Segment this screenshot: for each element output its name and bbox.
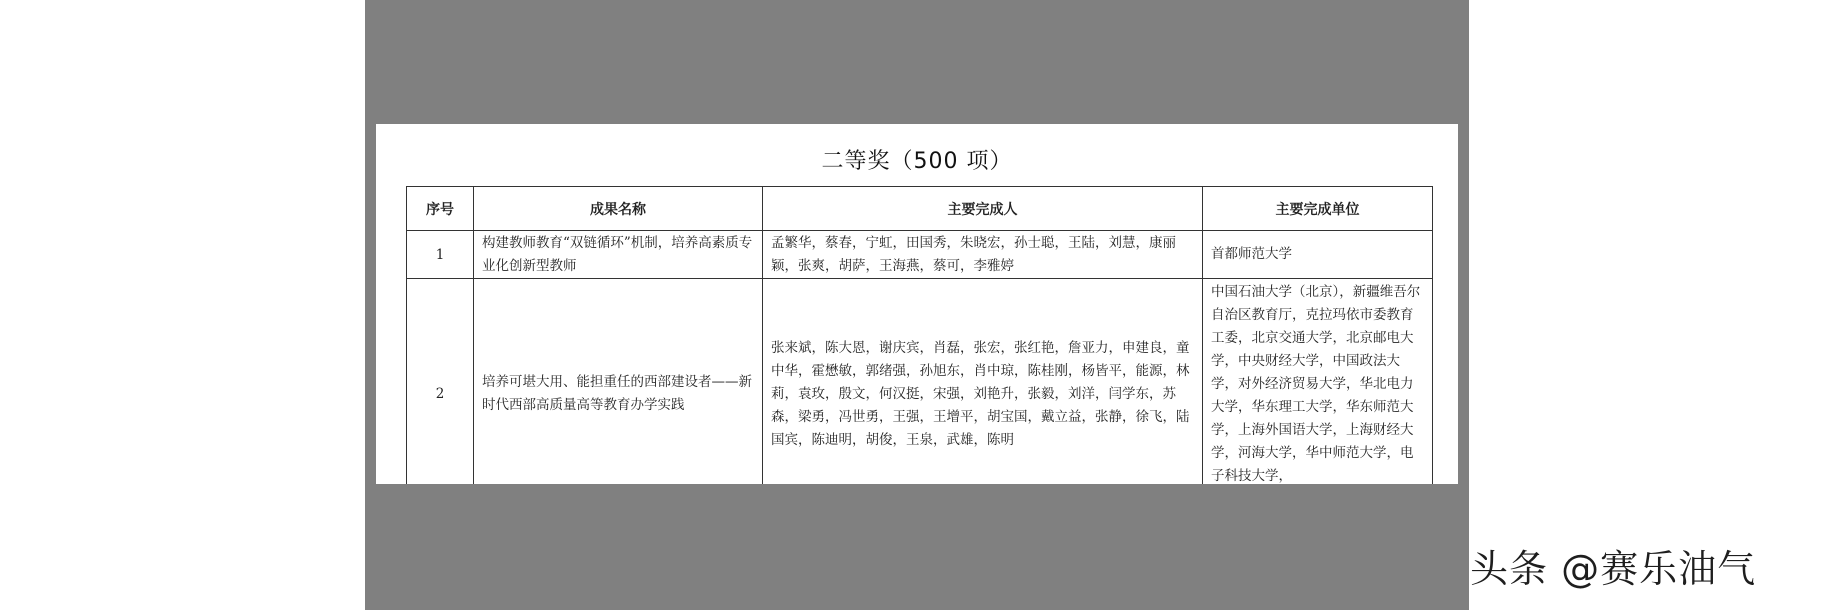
main-units: 首都师范大学	[1203, 231, 1433, 279]
main-contributors: 孟繁华，蔡春，宁虹，田国秀，朱晓宏，孙士聪，王陆，刘慧，康丽颖，张爽，胡萨，王海燕，蔡可，李雅婷	[763, 231, 1203, 279]
awards-table	[406, 186, 1433, 484]
table-row	[407, 279, 1433, 485]
table-header-row	[407, 187, 1433, 231]
row-number: 2	[407, 279, 474, 485]
column-header-main-units: 主要完成单位	[1203, 187, 1433, 231]
achievement-name: 培养可堪大用、能担重任的西部建设者——新时代西部高质量高等教育办学实践	[474, 279, 763, 485]
column-header-achievement-name: 成果名称	[474, 187, 763, 231]
table-row	[407, 231, 1433, 279]
row-number: 1	[407, 231, 474, 279]
main-contributors: 张来斌，陈大恩，谢庆宾，肖磊，张宏，张红艳，詹亚力，申建良，童中华，霍懋敏，郭绪强，孙旭东，肖中琼，陈桂刚，杨皆平，能源，林莉，袁玫，殷文，何汉挺，宋强，刘艳升，张毅，刘洋，闫学东，苏森，梁勇，冯世勇，王强，王增平，胡宝国，戴立益，张静，徐飞，陆国宾，陈迪明，胡俊，王泉，武雄，陈明	[763, 279, 1203, 485]
column-header-main-contributors: 主要完成人	[763, 187, 1203, 231]
achievement-name: 构建教师教育“双链循环”机制，培养高素质专业化创新型教师	[474, 231, 763, 279]
main-units: 中国石油大学（北京），新疆维吾尔自治区教育厅，克拉玛依市委教育工委，北京交通大学，北京邮电大学，中央财经大学，中国政法大学，对外经济贸易大学，华北电力大学，华东理工大学，华东师范大学，上海外国语大学，上海财经大学，河海大学，华中师范大学，电子科技大学，	[1211, 284, 1421, 484]
document-page	[376, 124, 1458, 484]
watermark-text: 头条 @赛乐油气	[1470, 547, 1757, 591]
column-header-number: 序号	[407, 187, 474, 231]
page-title: 二等奖（500 项）	[821, 149, 1013, 174]
main-units-cell	[1203, 279, 1433, 485]
